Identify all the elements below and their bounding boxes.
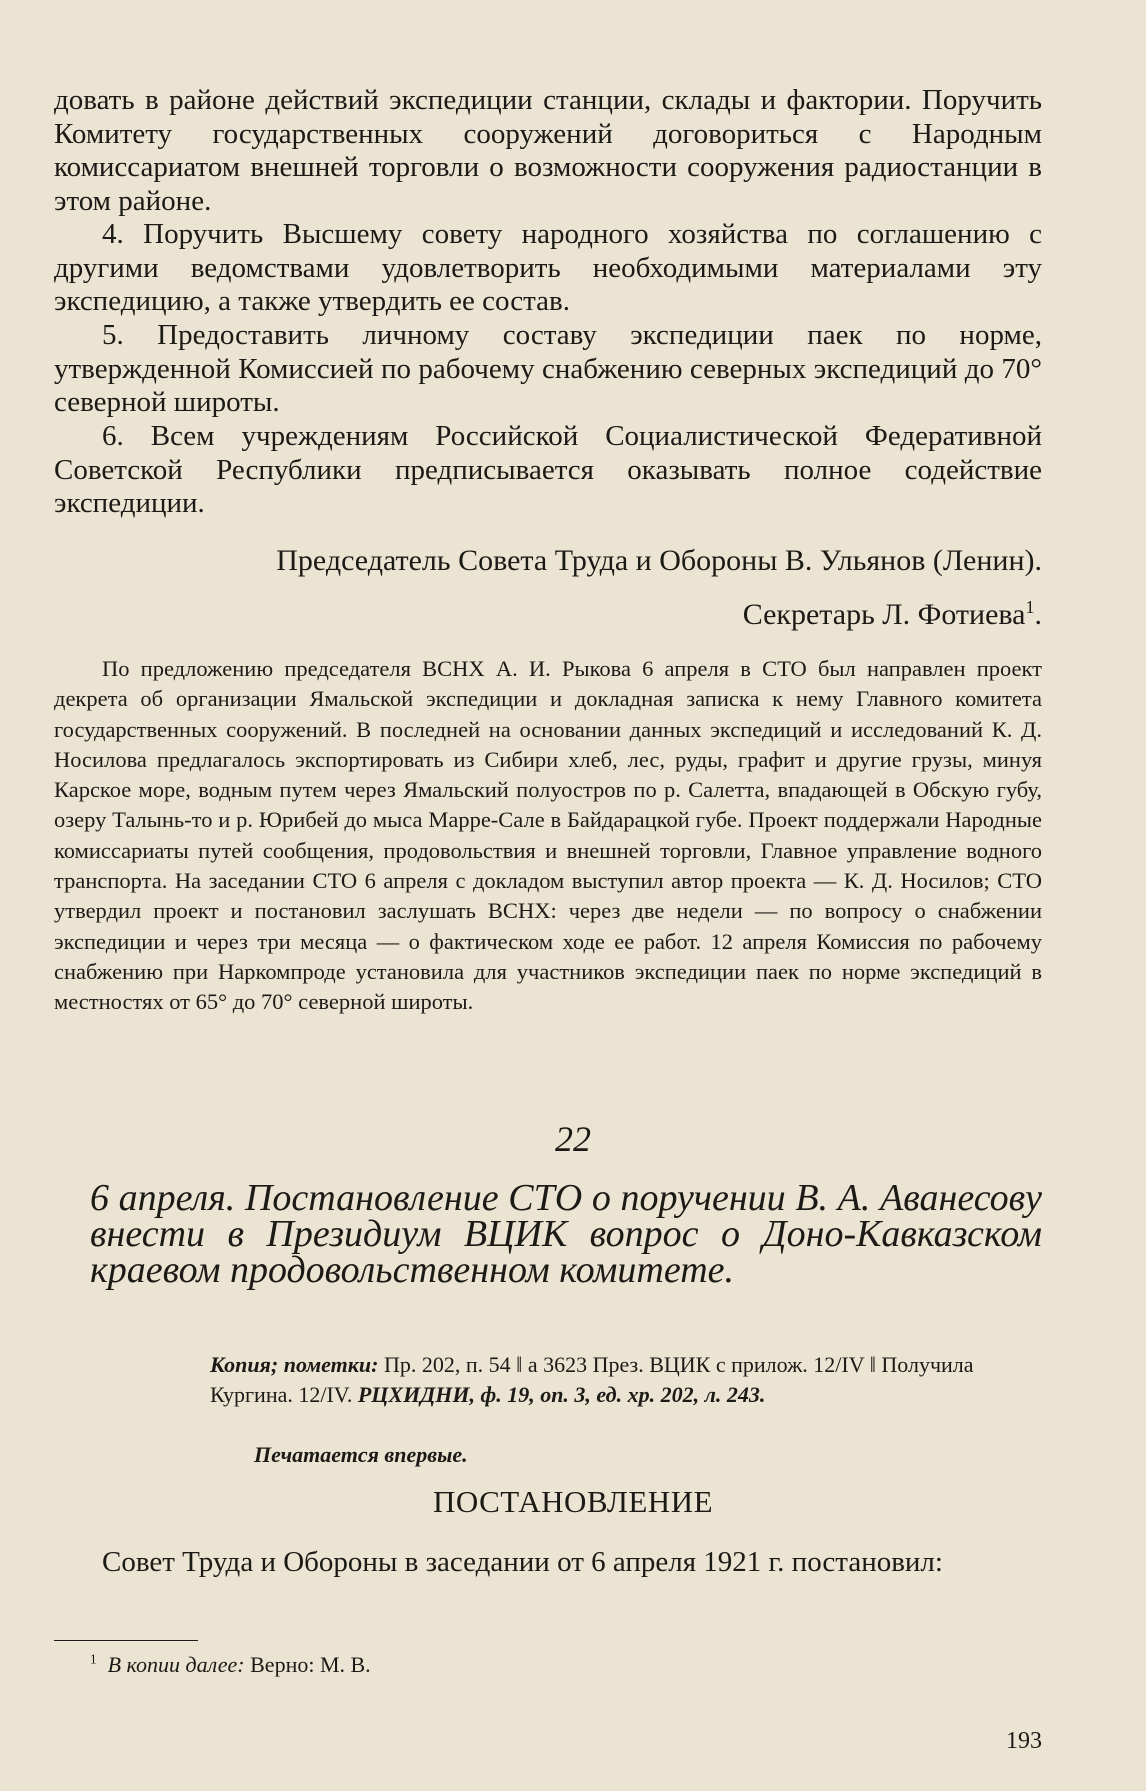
document-title: 6 апреля. Постановление СТО о поручении В. А. Аванесову внести в Президиум ВЦИК вопрос о Доно-Кавказском краевом продовольственном комитете.	[90, 1177, 1042, 1291]
item-4-paragraph: 4. Поручить Высшему совету народного хозяйства по соглашению с другими ведомствами удовлетворить необходимыми материалами эту экспедицию, а также утвердить ее состав.	[54, 218, 1042, 317]
resolution-heading: ПОСТАНОВЛЕНИЕ	[432, 1484, 714, 1519]
page-number: 193	[1006, 1728, 1042, 1754]
commentary-note: По предложению председателя ВСНХ А. И. Рыкова 6 апреля в СТО был направлен проект декрета об организации Ямальской экспедиции и докладная записка к нему Главного комитета государственных сооружений. В последней на основании данных экспедиций и исследований К. Д. Носилова предлагалось экспортировать из Сибири хлеб, лес, руды, графит и другие грузы, минуя Карское море, водным путем через Ямальский полуостров по р. Салетта, впадающей в Обскую губу, озеру Талынь-то и р. Юрибей до мыса Марре-Сале в Байдарацкой губе. Проект поддержали Народные комиссариаты путей сообщения, продовольствия и внешней торговли, Главное управление водного транспорта. На заседании СТО 6 апреля с докладом выступил автор проекта — К. Д. Носилов; СТО утвердил проект и постановил заслушать ВСНХ: через две недели — по вопросу о снабжении экспедиции и через три месяца — о фактическом ходе ее работ. 12 апреля Комиссия по рабочему снабжению при Наркомпроде установила для участников экспедиции паек по норме экспедиций в местностях от 65° до 70° северной широты.	[54, 656, 1042, 1015]
footnote-divider	[54, 1640, 198, 1641]
secretary-signature: Секретарь Л. Фотиева$^1$.	[742, 597, 1042, 631]
item-5-paragraph: 5. Предоставить личному составу экспедиции паек по норме, утвержденной Комиссией по рабочему снабжению северных экспедиций до 70° северной широты.	[54, 319, 1042, 418]
archive-text: Пр. 202, п. 54 ‖ а 3623 През. ВЦИК с прилож. 12/IV ‖ Получила Кургина. 12/IV.	[210, 1352, 974, 1407]
footnote-text: Верно: М. В.	[250, 1652, 371, 1677]
resolution-opening: Совет Труда и Обороны в заседании от 6 апреля 1921 г. постановил:	[102, 1546, 943, 1578]
footnote	[90, 1652, 371, 1678]
archive-label: Копия; пометки:	[210, 1352, 379, 1377]
document-number: 22	[555, 1119, 591, 1159]
archive-citation: РЦХИДНИ, ф. 19, оп. 3, ед. хр. 202, л. 243.	[357, 1382, 766, 1407]
footnote-reference: 1	[1025, 597, 1035, 617]
chairman-signature: Председатель Совета Труда и Обороны В. Ульянов (Ленин).	[276, 544, 1042, 577]
archive-reference	[210, 1350, 1042, 1410]
item-6-paragraph: 6. Всем учреждениям Российской Социалистической Федеративной Советской Республики предписывается оказывать полное содействие экспедиции.	[54, 420, 1042, 519]
continuation-paragraph: довать в районе действий экспедиции станции, склады и фактории. Поручить Комитету государственных сооружений договориться с Народным комиссариатом внешней торговли о возможности сооружения радиостанции в этом районе.	[54, 84, 1042, 217]
secretary-name: Секретарь Л. Фотиева	[742, 598, 1026, 631]
printed-note: Печатается впервые.	[254, 1442, 468, 1467]
footnote-label: В копии далее:	[107, 1652, 245, 1677]
footnote-mark: 1	[90, 1651, 97, 1667]
